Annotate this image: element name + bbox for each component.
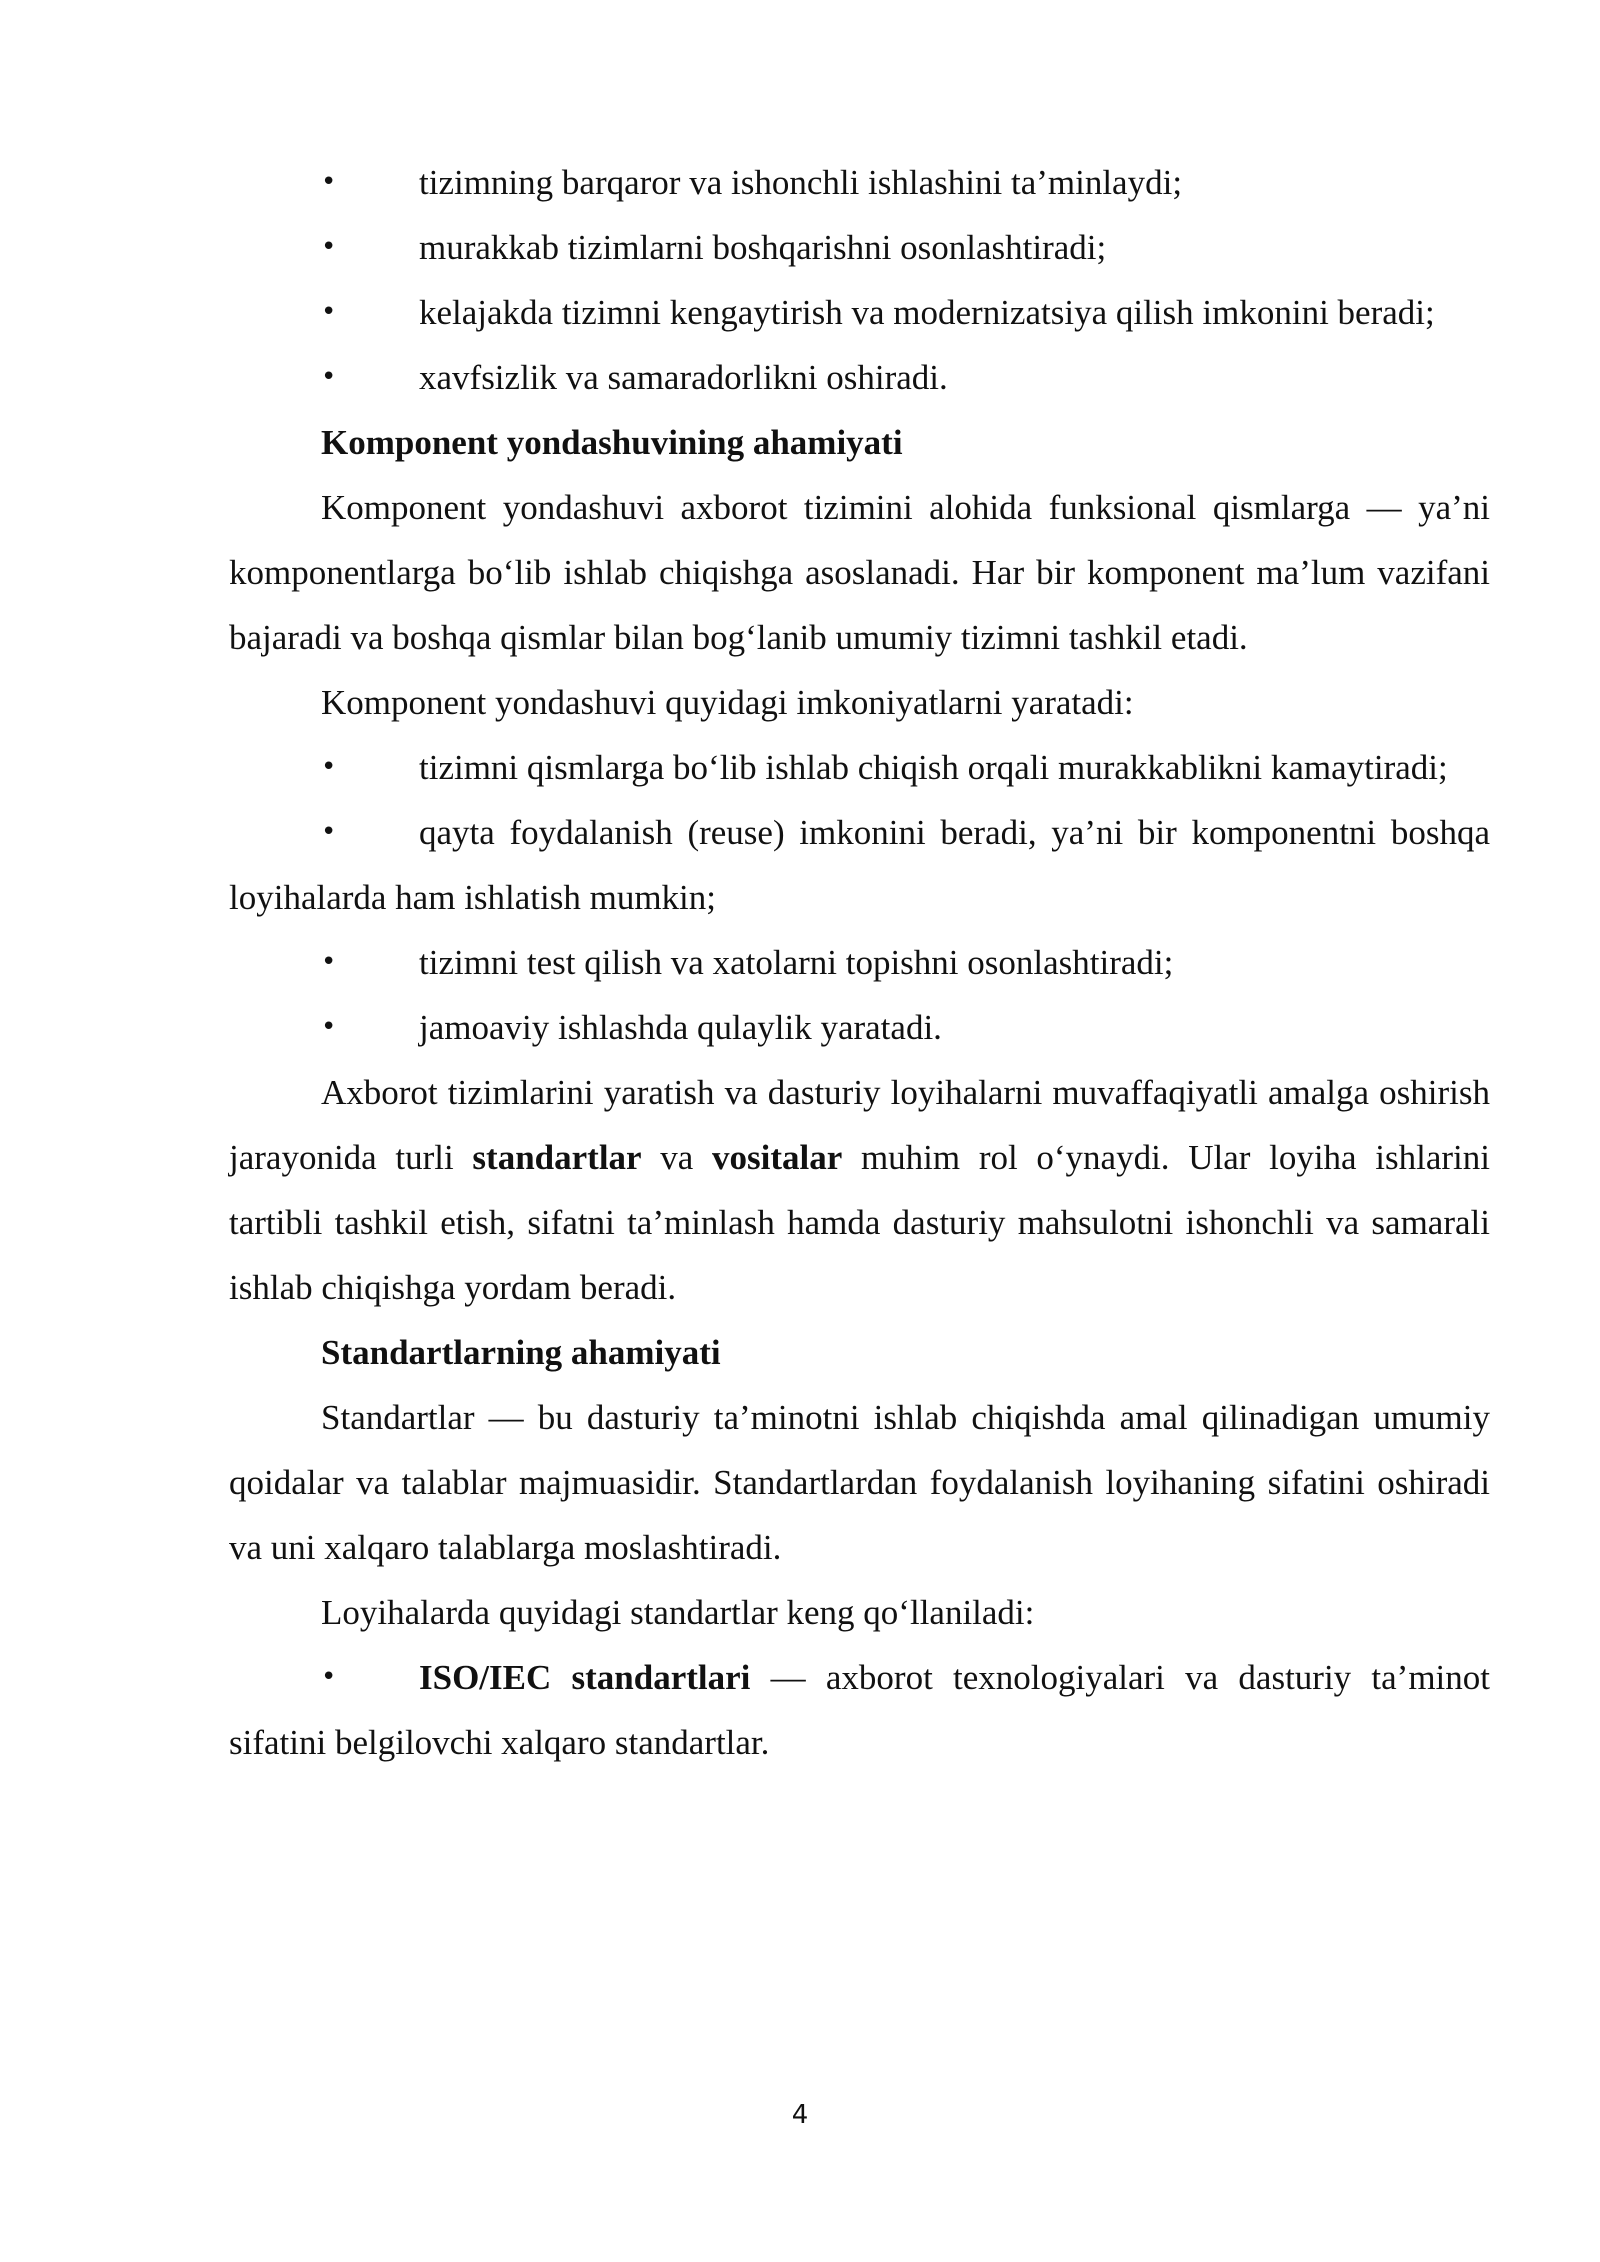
list-item: • murakkab tizimlarni boshqarishni osonlashtiradi; [229,215,1490,280]
paragraph: Komponent yondashuvi axborot tizimini alohida funksional qismlarga — ya’ni komponentlarga bo‘lib ishlab chiqishga asoslanadi. Har bir komponent ma’lum vazifani bajaradi va boshqa qismlar bilan bog‘lanib umumiy tizimni tashkil etadi. [229,488,1490,657]
bullet-icon: • [321,817,337,847]
bullet-icon: • [321,947,337,977]
bold-term: standartlar [472,1138,642,1177]
paragraph: Axborot tizimlarini yaratish va dasturiy loyihalarni muvaffaqiyatli amalga oshirish jarayonida turli standartlar va vositalar muhim rol o‘ynaydi. Ular loyiha ishlarini tartibli tashkil etish, sifatni ta’minlash hamda dasturiy mahsulotni ishonchli va samarali ishlab chiqishga yordam beradi. [229,1073,1490,1307]
bullet-icon: • [321,232,337,262]
bold-term: vositalar [712,1138,843,1177]
list-item: • tizimning barqaror va ishonchli ishlashini ta’minlaydi; [229,150,1490,215]
list-item: • jamoaviy ishlashda qulaylik yaratadi. [229,995,1490,1060]
section-heading: Komponent yondashuvining ahamiyati [321,423,903,462]
list-item: • ISO/IEC standartlari — axborot texnologiyalari va dasturiy ta’minot sifatini belgilovchi xalqaro standartlar. [229,1645,1490,1775]
page-number: 4 [791,2100,809,2130]
bullet-icon: • [321,167,337,197]
document-body [229,150,1490,1775]
paragraph: Komponent yondashuvi quyidagi imkoniyatlarni yaratadi: [321,683,1134,722]
paragraph: Loyihalarda quyidagi standartlar keng qo‘llaniladi: [321,1593,1035,1632]
bullet-icon: • [321,1012,337,1042]
bullet-icon: • [321,752,337,782]
list-item: • tizimni test qilish va xatolarni topishni osonlashtiradi; [229,930,1490,995]
bullet-icon: • [321,297,337,327]
bullet-icon: • [321,1662,337,1692]
list-item: • kelajakda tizimni kengaytirish va modernizatsiya qilish imkonini beradi; [229,280,1490,345]
list-item: • xavfsizlik va samaradorlikni oshiradi. [229,345,1490,410]
bullet-icon: • [321,362,337,392]
list-item: • qayta foydalanish (reuse) imkonini beradi, ya’ni bir komponentni boshqa loyihalarda ham ishlatish mumkin; [229,800,1490,930]
paragraph: Standartlar — bu dasturiy ta’minotni ishlab chiqishda amal qilinadigan umumiy qoidalar va talablar majmuasidir. Standartlardan foydalanish loyihaning sifatini oshiradi va uni xalqaro talablarga moslashtiradi. [229,1398,1490,1567]
bold-term: ISO/IEC standartlari [419,1658,751,1697]
list-item: • tizimni qismlarga bo‘lib ishlab chiqish orqali murakkablikni kamaytiradi; [229,735,1490,800]
section-heading: Standartlarning ahamiyati [321,1333,721,1372]
